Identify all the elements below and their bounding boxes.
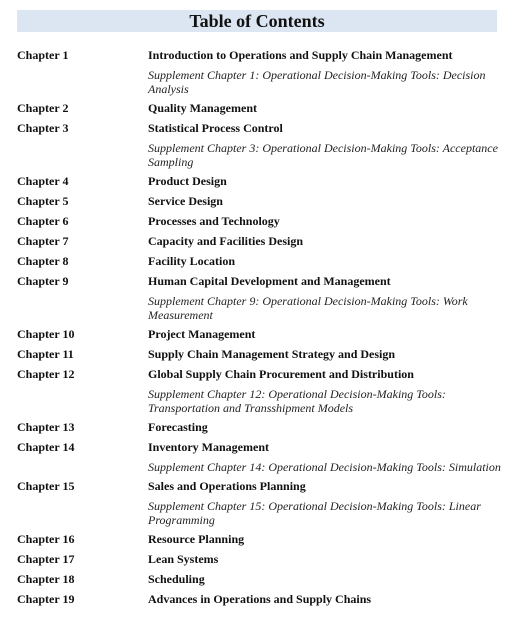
toc-entry xyxy=(17,327,507,341)
toc-entry xyxy=(17,552,507,566)
chapter-number: Chapter 2 xyxy=(17,101,69,115)
toc-entry xyxy=(17,420,507,434)
toc-entry xyxy=(17,367,507,381)
page-title: Table of Contents xyxy=(17,10,497,32)
toc-entry xyxy=(17,532,507,546)
supplement-title: Supplement Chapter 9: Operational Decision-Making Tools: Work Measurement xyxy=(148,294,468,322)
chapter-title: Capacity and Facilities Design xyxy=(148,234,303,248)
toc-supplement-entry xyxy=(17,460,507,474)
chapter-title: Facility Location xyxy=(148,254,235,268)
chapter-number: Chapter 5 xyxy=(17,194,69,208)
chapter-number: Chapter 9 xyxy=(17,274,69,288)
toc-entry xyxy=(17,572,507,586)
chapter-title: Sales and Operations Planning xyxy=(148,479,306,493)
toc-supplement-entry xyxy=(17,141,507,169)
toc-entry xyxy=(17,347,507,361)
toc-entry xyxy=(17,274,507,288)
chapter-number: Chapter 7 xyxy=(17,234,69,248)
toc-entry xyxy=(17,234,507,248)
toc-entry xyxy=(17,254,507,268)
chapter-number: Chapter 12 xyxy=(17,367,75,381)
chapter-title: Global Supply Chain Procurement and Distribution xyxy=(148,367,414,381)
toc-supplement-entry xyxy=(17,68,507,96)
chapter-number: Chapter 1 xyxy=(17,48,69,62)
toc-entry xyxy=(17,121,507,135)
chapter-title: Supply Chain Management Strategy and Design xyxy=(148,347,396,361)
chapter-number: Chapter 10 xyxy=(17,327,75,341)
chapter-number: Chapter 19 xyxy=(17,592,75,606)
chapter-number: Chapter 18 xyxy=(17,572,75,586)
supplement-title: Supplement Chapter 1: Operational Decision-Making Tools: Decision Analysis xyxy=(148,68,486,96)
chapter-title: Project Management xyxy=(148,327,256,341)
chapter-number: Chapter 15 xyxy=(17,479,75,493)
chapter-title: Introduction to Operations and Supply Chain Management xyxy=(148,48,453,62)
toc-entry xyxy=(17,48,507,62)
chapter-title: Statistical Process Control xyxy=(148,121,283,135)
toc-entry xyxy=(17,479,507,493)
toc-supplement-entry xyxy=(17,294,507,322)
chapter-title: Scheduling xyxy=(148,572,205,586)
chapter-number: Chapter 17 xyxy=(17,552,75,566)
toc-entry xyxy=(17,440,507,454)
chapter-title: Advances in Operations and Supply Chains xyxy=(148,592,372,606)
chapter-number: Chapter 11 xyxy=(17,347,74,361)
supplement-title: Supplement Chapter 3: Operational Decision-Making Tools: Acceptance Sampling xyxy=(148,141,498,169)
chapter-number: Chapter 8 xyxy=(17,254,69,268)
toc-entry xyxy=(17,592,507,606)
chapter-number: Chapter 13 xyxy=(17,420,75,434)
chapter-number: Chapter 14 xyxy=(17,440,75,454)
chapter-title: Processes and Technology xyxy=(148,214,280,228)
chapter-title: Product Design xyxy=(148,174,227,188)
toc-supplement-entry xyxy=(17,387,507,415)
toc-entry xyxy=(17,214,507,228)
toc-supplement-entry xyxy=(17,499,507,527)
chapter-title: Service Design xyxy=(148,194,223,208)
chapter-title: Lean Systems xyxy=(148,552,219,566)
chapter-title: Quality Management xyxy=(148,101,257,115)
supplement-title: Supplement Chapter 12: Operational Decision-Making Tools: Transportation and Transshipment Models xyxy=(148,387,446,415)
chapter-title: Human Capital Development and Management xyxy=(148,274,391,288)
supplement-title: Supplement Chapter 15: Operational Decision-Making Tools: Linear Programming xyxy=(148,499,481,527)
supplement-title: Supplement Chapter 14: Operational Decision-Making Tools: Simulation xyxy=(148,460,501,474)
chapter-number: Chapter 16 xyxy=(17,532,75,546)
chapter-number: Chapter 6 xyxy=(17,214,69,228)
chapter-number: Chapter 4 xyxy=(17,174,69,188)
chapter-number: Chapter 3 xyxy=(17,121,69,135)
toc-entry xyxy=(17,174,507,188)
table-of-contents xyxy=(17,48,507,612)
chapter-title: Forecasting xyxy=(148,420,208,434)
chapter-title: Resource Planning xyxy=(148,532,245,546)
toc-entry xyxy=(17,101,507,115)
toc-entry xyxy=(17,194,507,208)
chapter-title: Inventory Management xyxy=(148,440,269,454)
